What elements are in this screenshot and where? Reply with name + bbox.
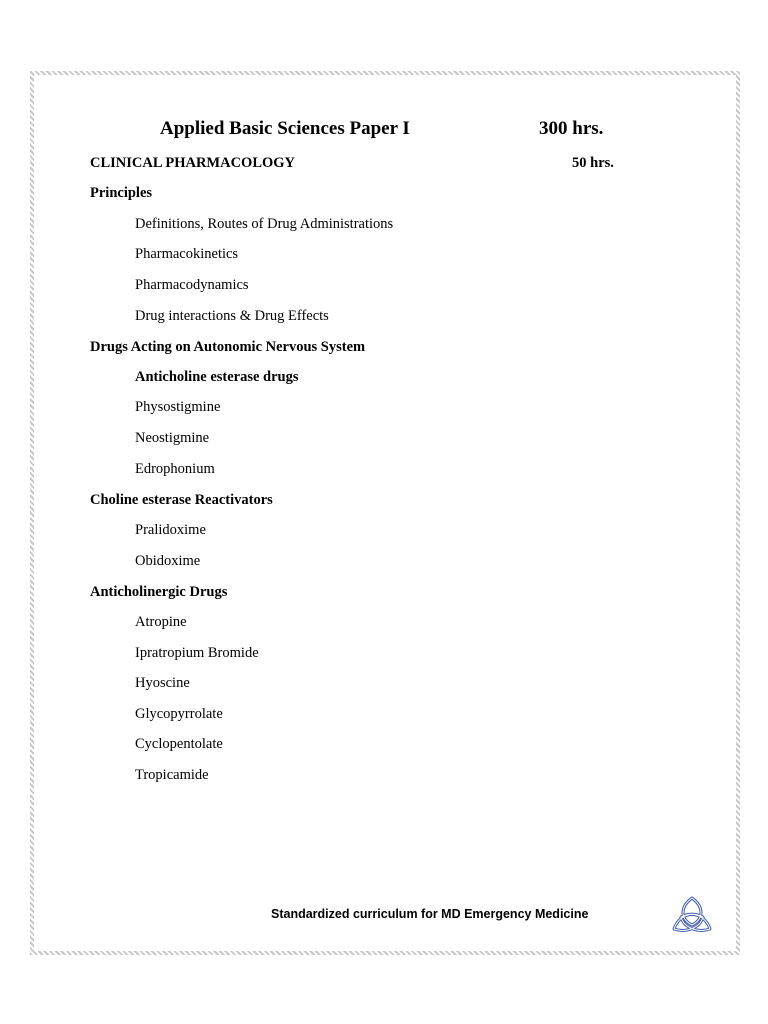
list-item: Cyclopentolate (135, 736, 223, 752)
list-item: Hyoscine (135, 675, 190, 691)
list-item: Pralidoxime (135, 522, 206, 538)
list-item: Anticholinergic Drugs (90, 584, 228, 600)
list-item: Atropine (135, 614, 187, 630)
list-item: Anticholine esterase drugs (135, 369, 299, 385)
list-item: Physostigmine (135, 399, 221, 415)
list-item: Glycopyrrolate (135, 706, 223, 722)
section-heading: CLINICAL PHARMACOLOGY (90, 155, 296, 171)
list-item: Neostigmine (135, 430, 210, 446)
list-item: Obidoxime (135, 553, 201, 569)
page-border (30, 71, 740, 955)
title-row (0, 118, 768, 142)
section-hours: 50 hrs. (572, 155, 614, 171)
list-item: Principles (90, 185, 153, 201)
list-item: Drug interactions & Drug Effects (135, 308, 329, 324)
footer-text: Standardized curriculum for MD Emergency Medicine (271, 907, 589, 921)
list-item: Edrophonium (135, 461, 215, 477)
page-title: Applied Basic Sciences Paper I (160, 118, 410, 139)
list-item: Tropicamide (135, 767, 209, 783)
list-item: Pharmacokinetics (135, 246, 239, 262)
list-item: Drugs Acting on Autonomic Nervous System (90, 339, 366, 355)
list-item: Definitions, Routes of Drug Administrations (135, 216, 394, 232)
list-item: Choline esterase Reactivators (90, 492, 273, 508)
trinity-knot-icon (671, 895, 713, 933)
list-item: Pharmacodynamics (135, 277, 249, 293)
list-item: Ipratropium Bromide (135, 645, 259, 661)
title-hours: 300 hrs. (539, 118, 604, 139)
